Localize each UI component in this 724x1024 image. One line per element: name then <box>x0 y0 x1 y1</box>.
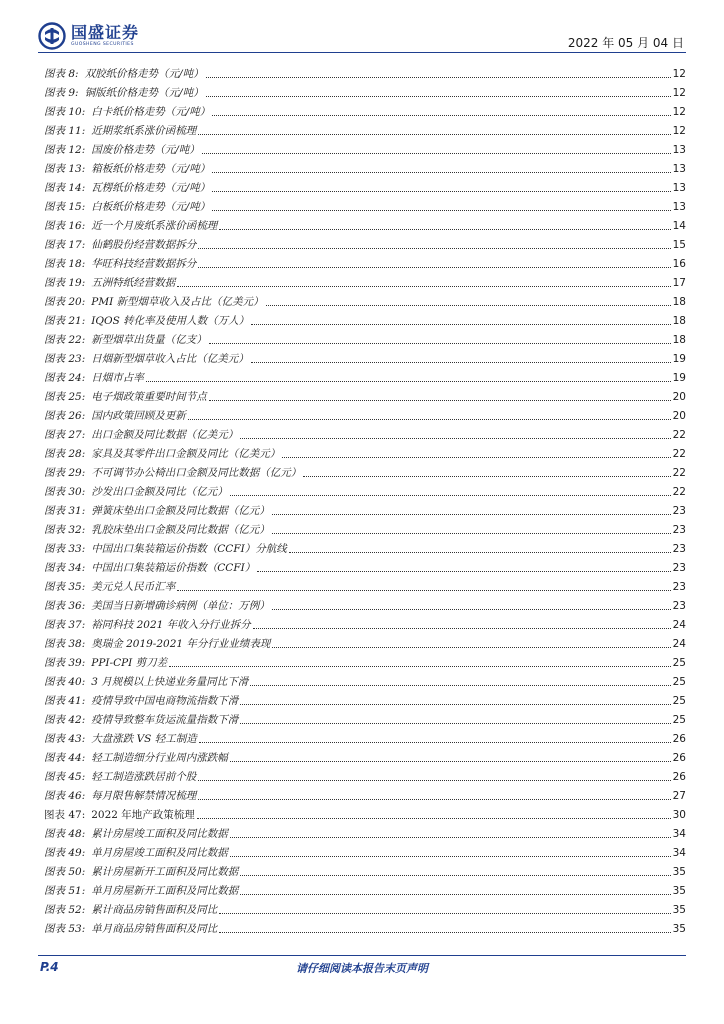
toc-dot-leader <box>289 552 671 553</box>
toc-figure-title: 美国当日新增确诊病例（单位：万例） <box>91 600 270 612</box>
figure-index-list <box>44 62 686 936</box>
toc-figure-number: 图表 51: <box>44 885 86 897</box>
toc-figure-number: 图表 47: <box>44 809 86 821</box>
toc-figure-number: 图表 11: <box>44 125 86 137</box>
toc-entry[interactable] <box>44 119 686 138</box>
toc-page-number: 27 <box>672 790 686 802</box>
toc-figure-number: 图表 13: <box>44 163 86 175</box>
toc-entry[interactable] <box>44 917 686 936</box>
toc-figure-number: 图表 19: <box>44 277 86 289</box>
toc-dot-leader <box>199 742 671 743</box>
toc-dot-leader <box>206 96 671 97</box>
toc-page-number: 34 <box>672 828 686 840</box>
toc-figure-number: 图表 44: <box>44 752 86 764</box>
toc-figure-title: 家具及其零件出口金额及同比（亿美元） <box>91 448 281 460</box>
toc-figure-number: 图表 30: <box>44 486 86 498</box>
toc-entry[interactable] <box>44 727 686 746</box>
toc-figure-title: 双胶纸价格走势（元/吨） <box>84 68 204 80</box>
toc-figure-title: 乳胶床垫出口金额及同比数据（亿元） <box>91 524 270 536</box>
toc-entry[interactable] <box>44 233 686 252</box>
toc-figure-title: 日烟新型烟草收入占比（亿美元） <box>91 353 249 365</box>
toc-entry[interactable] <box>44 423 686 442</box>
toc-dot-leader <box>230 837 671 838</box>
toc-page-number: 30 <box>672 809 686 821</box>
toc-figure-number: 图表 22: <box>44 334 86 346</box>
toc-dot-leader <box>198 799 670 800</box>
toc-entry[interactable] <box>44 309 686 328</box>
toc-figure-title: 3 月规模以上快递业务量同比下滑 <box>91 676 249 688</box>
toc-dot-leader <box>206 77 671 78</box>
toc-entry[interactable] <box>44 195 686 214</box>
toc-dot-leader <box>219 913 670 914</box>
toc-dot-leader <box>240 704 670 705</box>
toc-dot-leader <box>253 628 671 629</box>
toc-figure-title: 近一个月废纸系涨价函梳理 <box>91 220 218 232</box>
header-divider <box>38 52 686 53</box>
toc-dot-leader <box>240 894 670 895</box>
toc-figure-number: 图表 35: <box>44 581 86 593</box>
toc-entry[interactable] <box>44 442 686 461</box>
toc-figure-title: 单月房屋新开工面积及同比数据 <box>91 885 239 897</box>
toc-figure-title: 白板纸价格走势（元/吨） <box>91 201 211 213</box>
toc-figure-number: 图表 40: <box>44 676 86 688</box>
toc-page-number: 20 <box>672 391 686 403</box>
toc-page-number: 12 <box>672 87 686 99</box>
toc-dot-leader <box>219 229 670 230</box>
toc-dot-leader <box>240 723 670 724</box>
toc-page-number: 25 <box>672 695 686 707</box>
toc-figure-number: 图表 14: <box>44 182 86 194</box>
toc-entry[interactable] <box>44 347 686 366</box>
toc-figure-number: 图表 28: <box>44 448 86 460</box>
toc-entry[interactable] <box>44 214 686 233</box>
toc-dot-leader <box>177 286 670 287</box>
toc-dot-leader <box>209 343 671 344</box>
toc-entry[interactable] <box>44 841 686 860</box>
toc-figure-title: 五洲特纸经营数据 <box>91 277 176 289</box>
toc-page-number: 16 <box>672 258 686 270</box>
toc-dot-leader <box>257 571 670 572</box>
toc-figure-number: 图表 29: <box>44 467 86 479</box>
toc-entry[interactable] <box>44 366 686 385</box>
page-header <box>0 0 724 54</box>
toc-figure-title: 累计商品房销售面积及同比 <box>91 904 218 916</box>
toc-entry[interactable] <box>44 252 686 271</box>
toc-figure-title: IQOS 转化率及使用人数（万人） <box>91 315 250 327</box>
toc-entry[interactable] <box>44 613 686 632</box>
toc-figure-number: 图表 20: <box>44 296 86 308</box>
toc-page-number: 18 <box>672 296 686 308</box>
toc-figure-title: 每月限售解禁情况梳理 <box>91 790 197 802</box>
toc-page-number: 23 <box>672 562 686 574</box>
toc-page-number: 20 <box>672 410 686 422</box>
disclaimer-note: 请仔细阅读本报告末页声明 <box>296 962 428 975</box>
toc-figure-title: 仙鹤股份经营数据拆分 <box>91 239 197 251</box>
toc-page-number: 18 <box>672 315 686 327</box>
toc-dot-leader <box>240 875 670 876</box>
toc-figure-number: 图表 32: <box>44 524 86 536</box>
toc-page-number: 24 <box>672 638 686 650</box>
toc-figure-title: 轻工制造细分行业周内涨跌幅 <box>91 752 228 764</box>
toc-dot-leader <box>197 818 671 819</box>
toc-dot-leader <box>230 761 671 762</box>
toc-page-number: 19 <box>672 372 686 384</box>
toc-page-number: 35 <box>672 923 686 935</box>
toc-dot-leader <box>303 476 670 477</box>
toc-entry[interactable] <box>44 176 686 195</box>
toc-entry[interactable] <box>44 62 686 81</box>
toc-dot-leader <box>240 438 670 439</box>
toc-figure-title: 箱板纸价格走势（元/吨） <box>91 163 211 175</box>
toc-page-number: 22 <box>672 467 686 479</box>
toc-dot-leader <box>169 666 670 667</box>
toc-figure-title: PMI 新型烟草收入及占比（亿美元） <box>91 296 264 308</box>
toc-figure-title: 中国出口集装箱运价指数（CCFI）分航线 <box>91 543 287 555</box>
toc-dot-leader <box>272 514 671 515</box>
toc-page-number: 22 <box>672 448 686 460</box>
toc-figure-number: 图表 36: <box>44 600 86 612</box>
toc-figure-title: PPI-CPI 剪刀差 <box>91 657 168 669</box>
toc-page-number: 23 <box>672 600 686 612</box>
toc-entry[interactable] <box>44 385 686 404</box>
toc-entry[interactable] <box>44 746 686 765</box>
toc-figure-title: 奥瑞金 2019-2021 年分行业业绩表现 <box>91 638 271 650</box>
toc-entry[interactable] <box>44 290 686 309</box>
toc-figure-title: 裕同科技 2021 年收入分行业拆分 <box>91 619 251 631</box>
toc-dot-leader <box>212 115 670 116</box>
toc-page-number: 14 <box>672 220 686 232</box>
toc-entry[interactable] <box>44 556 686 575</box>
toc-page-number: 35 <box>672 885 686 897</box>
toc-page-number: 12 <box>672 68 686 80</box>
toc-entry[interactable] <box>44 461 686 480</box>
toc-entry[interactable] <box>44 518 686 537</box>
toc-page-number: 17 <box>672 277 686 289</box>
toc-entry[interactable] <box>44 81 686 100</box>
toc-page-number: 26 <box>672 771 686 783</box>
toc-figure-number: 图表 23: <box>44 353 86 365</box>
toc-figure-number: 图表 50: <box>44 866 86 878</box>
toc-figure-number: 图表 21: <box>44 315 86 327</box>
toc-dot-leader <box>209 400 671 401</box>
toc-entry[interactable] <box>44 765 686 784</box>
toc-page-number: 23 <box>672 524 686 536</box>
toc-page-number: 25 <box>672 676 686 688</box>
toc-dot-leader <box>198 248 670 249</box>
toc-entry[interactable] <box>44 784 686 803</box>
toc-figure-number: 图表 10: <box>44 106 86 118</box>
page-footer <box>0 960 724 980</box>
toc-figure-number: 图表 18: <box>44 258 86 270</box>
toc-figure-number: 图表 38: <box>44 638 86 650</box>
toc-dot-leader <box>212 172 670 173</box>
toc-page-number: 24 <box>672 619 686 631</box>
page-number: P.4 <box>40 960 59 974</box>
toc-figure-title: 累计房屋竣工面积及同比数据 <box>91 828 228 840</box>
toc-dot-leader <box>212 191 670 192</box>
toc-figure-number: 图表 41: <box>44 695 86 707</box>
toc-figure-number: 图表 27: <box>44 429 86 441</box>
brand-name-en: GUOSHENG SECURITIES <box>71 42 134 47</box>
toc-figure-number: 图表 33: <box>44 543 86 555</box>
toc-figure-number: 图表 31: <box>44 505 86 517</box>
toc-figure-title: 单月商品房销售面积及同比 <box>91 923 218 935</box>
toc-dot-leader <box>272 533 671 534</box>
toc-page-number: 26 <box>672 752 686 764</box>
toc-dot-leader <box>198 267 670 268</box>
toc-entry[interactable] <box>44 499 686 518</box>
toc-entry[interactable] <box>44 803 686 822</box>
toc-figure-number: 图表 24: <box>44 372 86 384</box>
toc-figure-title: 美元兑人民币汇率 <box>91 581 176 593</box>
toc-figure-title: 沙发出口金额及同比（亿元） <box>91 486 228 498</box>
toc-figure-number: 图表 42: <box>44 714 86 726</box>
toc-figure-number: 图表 26: <box>44 410 86 422</box>
toc-page-number: 19 <box>672 353 686 365</box>
toc-dot-leader <box>282 457 670 458</box>
footer-divider <box>38 955 686 956</box>
toc-dot-leader <box>266 305 671 306</box>
toc-dot-leader <box>177 590 670 591</box>
toc-figure-title: 累计房屋新开工面积及同比数据 <box>91 866 239 878</box>
toc-entry[interactable] <box>44 271 686 290</box>
toc-page-number: 18 <box>672 334 686 346</box>
toc-figure-number: 图表 12: <box>44 144 86 156</box>
toc-figure-number: 图表 45: <box>44 771 86 783</box>
toc-figure-title: 弹簧床垫出口金额及同比数据（亿元） <box>91 505 270 517</box>
toc-dot-leader <box>212 210 670 211</box>
toc-figure-number: 图表 16: <box>44 220 86 232</box>
toc-entry[interactable] <box>44 632 686 651</box>
toc-figure-number: 图表 43: <box>44 733 86 745</box>
toc-entry[interactable] <box>44 594 686 613</box>
toc-page-number: 35 <box>672 904 686 916</box>
brand-name-cn: 国盛证券 <box>71 23 140 42</box>
toc-figure-title: 疫情导致整车货运流量指数下滑 <box>91 714 239 726</box>
toc-figure-number: 图表 46: <box>44 790 86 802</box>
toc-figure-title: 单月房屋竣工面积及同比数据 <box>91 847 228 859</box>
toc-figure-number: 图表 17: <box>44 239 86 251</box>
toc-figure-number: 图表 49: <box>44 847 86 859</box>
toc-figure-title: 不可调节办公椅出口金额及同比数据（亿元） <box>91 467 302 479</box>
toc-dot-leader <box>219 932 670 933</box>
toc-figure-number: 图表 52: <box>44 904 86 916</box>
toc-entry[interactable] <box>44 138 686 157</box>
toc-figure-number: 图表 34: <box>44 562 86 574</box>
toc-entry[interactable] <box>44 157 686 176</box>
toc-entry[interactable] <box>44 651 686 670</box>
toc-entry[interactable] <box>44 537 686 556</box>
toc-figure-number: 图表 15: <box>44 201 86 213</box>
toc-page-number: 13 <box>672 163 686 175</box>
toc-dot-leader <box>230 856 671 857</box>
toc-figure-title: 日烟市占率 <box>91 372 144 384</box>
toc-figure-title: 国内政策回顾及更新 <box>91 410 186 422</box>
toc-figure-title: 新型烟草出货量（亿支） <box>91 334 207 346</box>
toc-entry[interactable] <box>44 822 686 841</box>
toc-figure-title: 2022 年地产政策梳理 <box>91 809 195 821</box>
toc-entry[interactable] <box>44 480 686 499</box>
toc-entry[interactable] <box>44 404 686 423</box>
toc-entry[interactable] <box>44 575 686 594</box>
toc-page-number: 35 <box>672 866 686 878</box>
toc-figure-title: 国废价格走势（元/吨） <box>91 144 200 156</box>
toc-page-number: 25 <box>672 714 686 726</box>
brand-logo-icon <box>38 22 66 50</box>
toc-entry[interactable] <box>44 879 686 898</box>
toc-entry[interactable] <box>44 689 686 708</box>
toc-entry[interactable] <box>44 860 686 879</box>
toc-page-number: 34 <box>672 847 686 859</box>
toc-figure-title: 中国出口集装箱运价指数（CCFI） <box>91 562 256 574</box>
toc-dot-leader <box>230 495 671 496</box>
toc-page-number: 23 <box>672 505 686 517</box>
toc-entry[interactable] <box>44 708 686 727</box>
toc-figure-title: 近期浆纸系涨价函梳理 <box>91 125 197 137</box>
toc-figure-title: 电子烟政策重要时间节点 <box>91 391 207 403</box>
toc-figure-title: 瓦楞纸价格走势（元/吨） <box>91 182 211 194</box>
toc-page-number: 26 <box>672 733 686 745</box>
toc-page-number: 12 <box>672 125 686 137</box>
toc-entry[interactable] <box>44 898 686 917</box>
toc-page-number: 25 <box>672 657 686 669</box>
toc-figure-number: 图表 37: <box>44 619 86 631</box>
toc-dot-leader <box>188 419 671 420</box>
toc-figure-number: 图表 53: <box>44 923 86 935</box>
toc-page-number: 23 <box>672 581 686 593</box>
toc-figure-title: 铜版纸价格走势（元/吨） <box>84 87 204 99</box>
toc-figure-number: 图表 39: <box>44 657 86 669</box>
brand-logo <box>38 22 139 50</box>
toc-dot-leader <box>198 780 670 781</box>
toc-entry[interactable] <box>44 670 686 689</box>
toc-dot-leader <box>146 381 671 382</box>
toc-dot-leader <box>202 153 671 154</box>
toc-figure-number: 图表 25: <box>44 391 86 403</box>
toc-dot-leader <box>251 362 671 363</box>
toc-figure-number: 图表 8: <box>44 68 79 80</box>
toc-entry[interactable] <box>44 100 686 119</box>
toc-figure-number: 图表 48: <box>44 828 86 840</box>
toc-dot-leader <box>250 685 670 686</box>
toc-entry[interactable] <box>44 328 686 347</box>
toc-dot-leader <box>272 647 670 648</box>
toc-figure-title: 出口金额及同比数据（亿美元） <box>91 429 239 441</box>
toc-dot-leader <box>251 324 670 325</box>
toc-page-number: 13 <box>672 201 686 213</box>
toc-page-number: 13 <box>672 144 686 156</box>
toc-dot-leader <box>198 134 670 135</box>
toc-figure-number: 图表 9: <box>44 87 79 99</box>
toc-page-number: 22 <box>672 429 686 441</box>
toc-figure-title: 轻工制造涨跌居前个股 <box>91 771 197 783</box>
toc-figure-title: 疫情导致中国电商物流指数下滑 <box>91 695 239 707</box>
toc-figure-title: 华旺科技经营数据拆分 <box>91 258 197 270</box>
toc-dot-leader <box>272 609 671 610</box>
toc-figure-title: 白卡纸价格走势（元/吨） <box>91 106 211 118</box>
toc-page-number: 22 <box>672 486 686 498</box>
toc-figure-title: 大盘涨跌 VS 轻工制造 <box>91 733 197 745</box>
report-date: 2022 年 05 月 04 日 <box>567 36 684 50</box>
toc-page-number: 13 <box>672 182 686 194</box>
toc-page-number: 12 <box>672 106 686 118</box>
toc-page-number: 15 <box>672 239 686 251</box>
toc-page-number: 23 <box>672 543 686 555</box>
